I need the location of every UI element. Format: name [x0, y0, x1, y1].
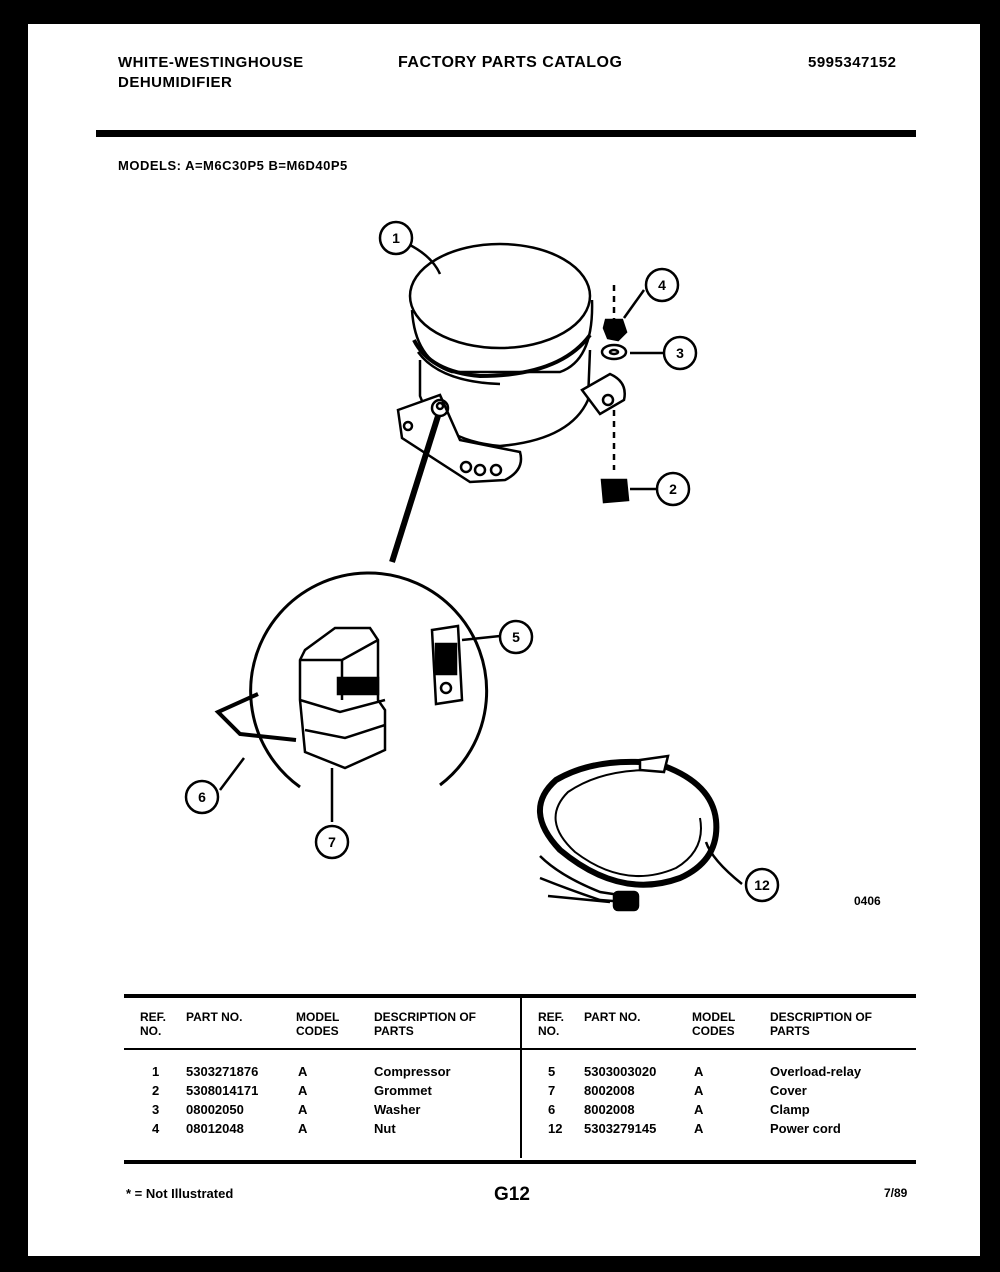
callout-6: 6	[198, 789, 206, 805]
brand-name: WHITE-WESTINGHOUSE	[118, 54, 304, 71]
table-cell: 5303271876	[186, 1064, 259, 1079]
table-cell: Grommet	[374, 1083, 432, 1098]
header-model-right: MODEL CODES	[692, 1010, 736, 1038]
table-cell: Clamp	[770, 1102, 810, 1117]
table-cell: 5303279145	[584, 1121, 657, 1136]
overload-relay-illustration	[432, 626, 462, 704]
table-cell: Compressor	[374, 1064, 451, 1079]
table-cell: 5	[548, 1064, 556, 1079]
header-model-left: MODEL CODES	[296, 1010, 340, 1038]
grommet-illustration	[602, 480, 628, 502]
table-bottom-rule	[124, 1160, 916, 1164]
table-cell: A	[298, 1102, 308, 1117]
diagram-code: 0406	[854, 894, 881, 908]
right-desc-column	[770, 1062, 861, 1138]
callout-1: 1	[392, 230, 400, 246]
table-cell: A	[298, 1083, 308, 1098]
table-cell: A	[694, 1083, 704, 1098]
callout-2: 2	[669, 481, 677, 497]
left-desc-column	[374, 1062, 451, 1138]
table-divider	[520, 996, 522, 1158]
table-cell: Washer	[374, 1102, 421, 1117]
table-cell: 7	[548, 1083, 556, 1098]
header-desc-left: DESCRIPTION OF PARTS	[374, 1010, 477, 1038]
table-cell: 12	[548, 1121, 563, 1136]
callout-7: 7	[328, 834, 336, 850]
table-cell: Overload-relay	[770, 1064, 862, 1079]
callout-12: 12	[754, 877, 770, 893]
table-cell: A	[694, 1064, 704, 1079]
overload-relay-cover-illustration	[300, 628, 385, 768]
header-part-left: PART NO.	[186, 1010, 243, 1024]
nut-illustration	[604, 320, 626, 340]
table-cell: 8002008	[584, 1102, 635, 1117]
table-cell: 4	[152, 1121, 160, 1136]
table-cell: 2	[152, 1083, 160, 1098]
catalog-number: 5995347152	[808, 54, 897, 71]
header-ref-left: REF. NO.	[140, 1010, 167, 1038]
product-name: DEHUMIDIFIER	[118, 74, 233, 91]
table-cell: Nut	[374, 1121, 396, 1136]
table-cell: 6	[548, 1102, 556, 1117]
header-ref-right: REF. NO.	[538, 1010, 565, 1038]
page-number: G12	[494, 1184, 530, 1205]
table-cell: 5303003020	[584, 1064, 657, 1079]
footer-note: * = Not Illustrated	[126, 1186, 234, 1201]
left-model-column	[298, 1062, 307, 1138]
compressor-illustration	[398, 244, 625, 482]
washer-illustration	[602, 345, 626, 359]
left-part-column	[186, 1062, 258, 1138]
table-cell: 5308014171	[186, 1083, 259, 1098]
table-cell: 08012048	[186, 1121, 244, 1136]
left-ref-column	[152, 1062, 159, 1138]
right-model-column	[694, 1062, 703, 1138]
table-cell: A	[298, 1121, 308, 1136]
table-cell: 8002008	[584, 1083, 635, 1098]
table-cell: 3	[152, 1102, 160, 1117]
table-cell: Power cord	[770, 1121, 841, 1136]
header-desc-right: DESCRIPTION OF PARTS	[770, 1010, 873, 1038]
models-line: MODELS: A=M6C30P5 B=M6D40P5	[118, 158, 348, 173]
callout-5: 5	[512, 629, 520, 645]
power-cord-illustration	[540, 756, 716, 910]
callout-4: 4	[658, 277, 666, 293]
table-cell: A	[298, 1064, 308, 1079]
header-part-right: PART NO.	[584, 1010, 641, 1024]
right-part-column	[584, 1062, 656, 1138]
table-cell: Cover	[770, 1083, 807, 1098]
table-cell: A	[694, 1121, 704, 1136]
table-cell: A	[694, 1102, 704, 1117]
callout-3: 3	[676, 345, 684, 361]
table-cell: 1	[152, 1064, 160, 1079]
catalog-title: FACTORY PARTS CATALOG	[398, 54, 623, 71]
footer-date: 7/89	[884, 1186, 908, 1200]
table-cell: 08002050	[186, 1102, 244, 1117]
right-ref-column	[548, 1062, 562, 1138]
